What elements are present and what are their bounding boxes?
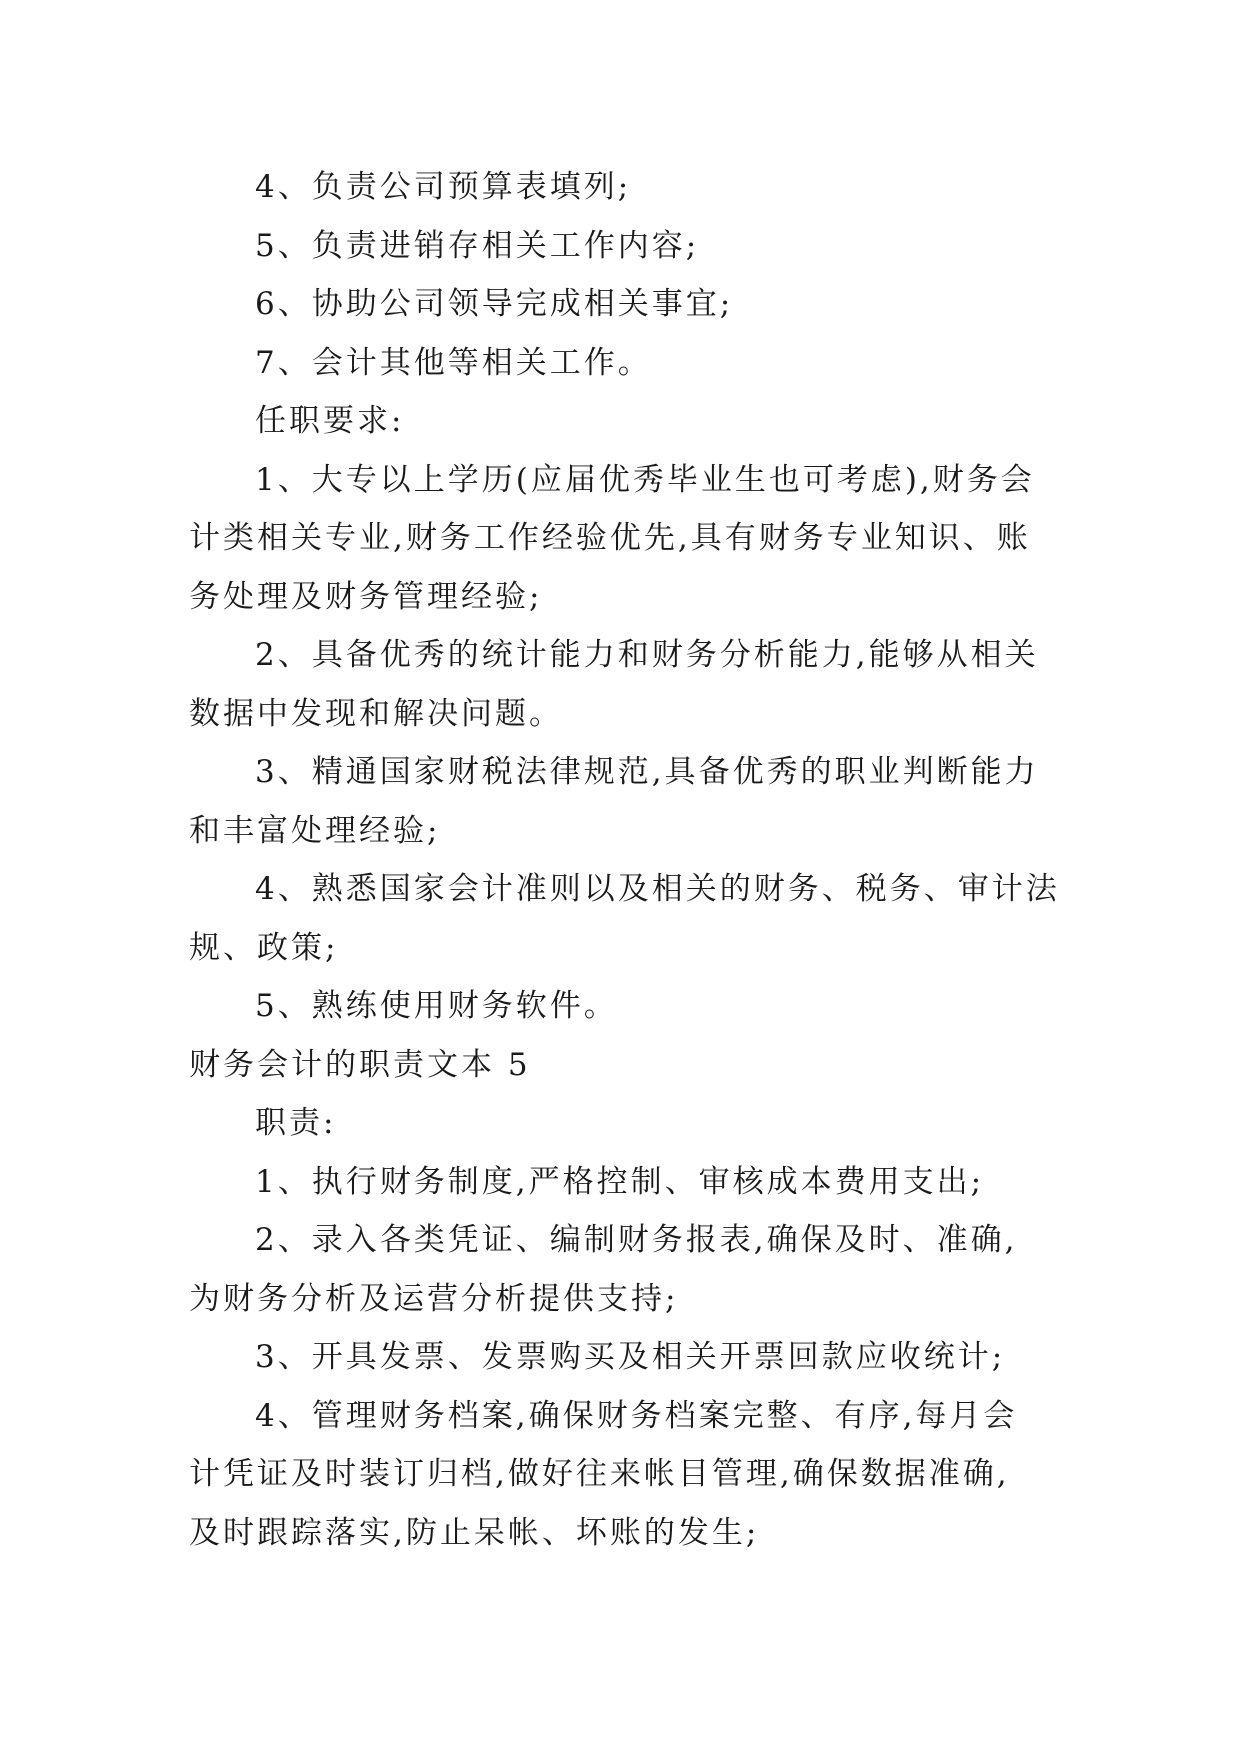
document-section-title: 财务会计的职责文本 5 — [189, 1046, 531, 1083]
text-line: 4、熟悉国家会计准则以及相关的财务、税务、审计法 — [255, 871, 1060, 907]
text-line: 5、熟练使用财务软件。 — [255, 988, 618, 1024]
text-line: 3、开具发票、发票购买及相关开票回款应收统计; — [255, 1339, 1006, 1375]
text-line: 务处理及财务管理经验; — [189, 578, 543, 615]
text-line: 及时跟踪落实,防止呆帐、坏账的发生; — [189, 1514, 760, 1551]
text-line: 2、具备优秀的统计能力和财务分析能力,能够从相关 — [255, 637, 1039, 673]
text-line: 数据中发现和解决问题。 — [189, 695, 563, 732]
text-line: 5、负责进销存相关工作内容; — [255, 227, 700, 264]
text-line: 4、管理财务档案,确保财务档案完整、有序,每月会 — [255, 1397, 1018, 1434]
text-line: 规、政策; — [189, 929, 339, 966]
text-line: 计类相关专业,财务工作经验优先,具有财务专业知识、账 — [189, 520, 1031, 556]
text-line: 1、大专以上学历(应届优秀毕业生也可考虑),财务会 — [255, 461, 1035, 498]
text-line: 1、执行财务制度,严格控制、审核成本费用支出; — [255, 1163, 985, 1200]
text-line: 4、负责公司预算表填列; — [255, 169, 632, 205]
text-line: 为财务分析及运营分析提供支持; — [189, 1280, 679, 1317]
text-line: 2、录入各类凭证、编制财务报表,确保及时、准确, — [255, 1222, 1018, 1258]
text-line: 6、协助公司领导完成相关事宜; — [255, 286, 734, 322]
text-line: 和丰富处理经验; — [189, 812, 441, 849]
document-body — [189, 158, 1060, 1562]
text-line: 3、精通国家财税法律规范,具备优秀的职业判断能力 — [255, 754, 1039, 790]
section-heading: 职责: — [255, 1105, 337, 1141]
text-line: 计凭证及时装订归档,做好往来帐目管理,确保数据准确, — [189, 1456, 1010, 1492]
section-heading: 任职要求: — [255, 403, 405, 439]
text-line: 7、会计其他等相关工作。 — [255, 344, 652, 381]
